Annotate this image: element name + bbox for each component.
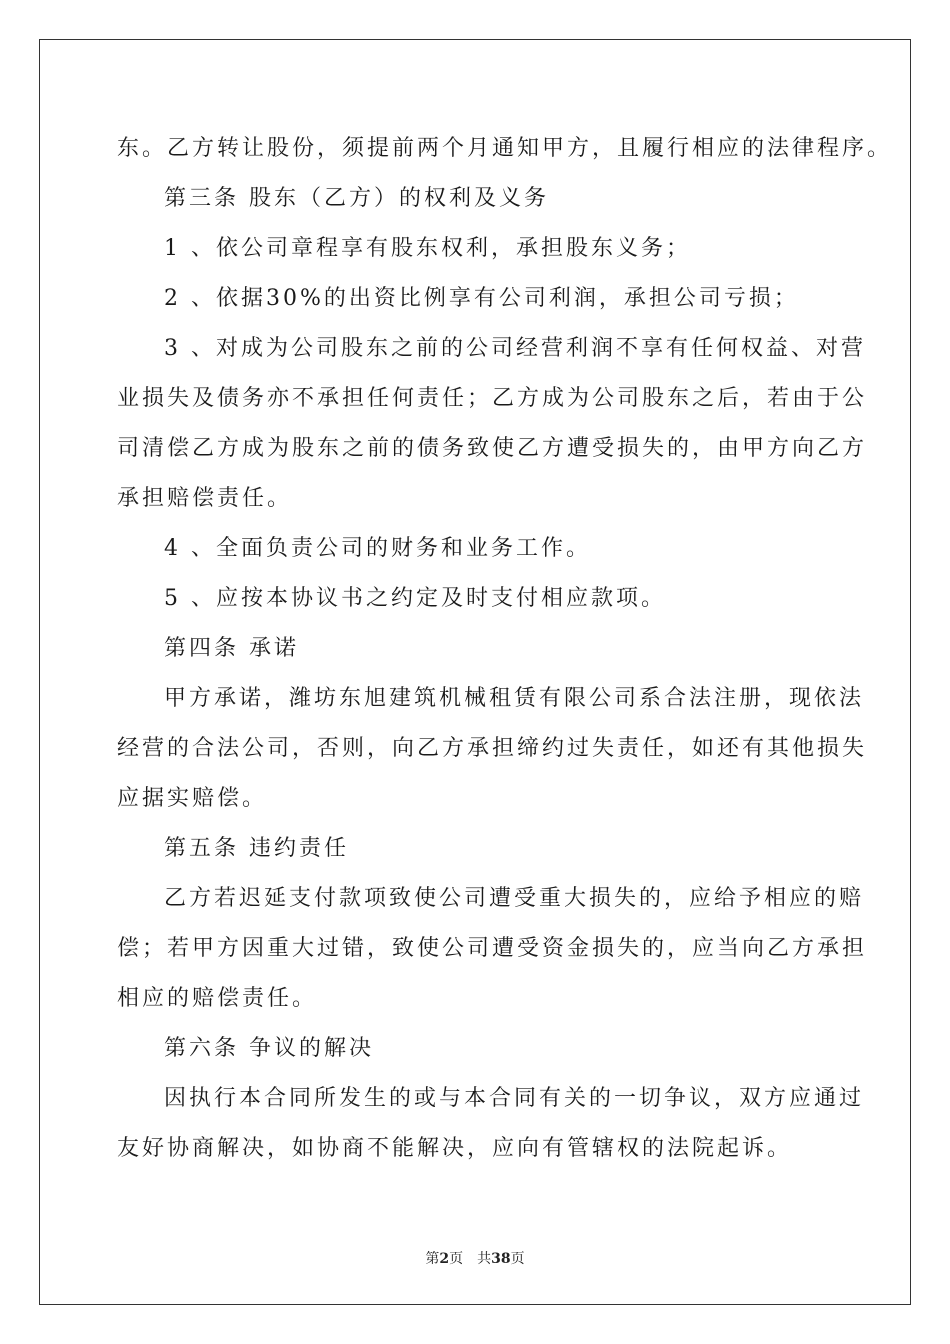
article-heading: 第三条 股东（乙方）的权利及义务 [164,186,549,211]
total-page-count: 38 [491,1251,511,1267]
list-item: 5 、应按本协议书之约定及时支付相应款项。 [164,586,666,611]
page-suffix: 页 [449,1251,464,1267]
paragraph-line: 司清偿乙方成为股东之前的债务致使乙方遭受损失的，由甲方向乙方 [117,436,868,461]
list-item: 2 、依据30%的出资比例享有公司利润，承担公司亏损； [164,286,799,311]
paragraph-line: 因执行本合同所发生的或与本合同有关的一切争议，双方应通过 [164,1086,865,1111]
list-item: 1 、依公司章程享有股东权利，承担股东义务； [164,236,691,261]
paragraph-line: 相应的赔偿责任。 [117,986,318,1011]
paragraph-line: 偿；若甲方因重大过错，致使公司遭受资金损失的，应当向乙方承担 [117,936,868,961]
paragraph-line: 业损失及债务亦不承担任何责任；乙方成为公司股东之后，若由于公 [117,386,868,411]
paragraph-line: 应据实赔偿。 [117,786,268,811]
total-prefix: 共 [477,1251,492,1267]
article-heading: 第六条 争议的解决 [164,1036,374,1061]
paragraph-line: 东。乙方转让股份，须提前两个月通知甲方，且履行相应的法律程序。 [117,136,893,161]
paragraph-line: 友好协商解决，如协商不能解决，应向有管辖权的法院起诉。 [117,1136,793,1161]
current-page-number: 2 [439,1251,450,1267]
total-suffix: 页 [510,1251,525,1267]
list-item: 3 、对成为公司股东之前的公司经营利润不享有任何权益、对营 [164,336,866,361]
article-heading: 第四条 承诺 [164,636,299,661]
paragraph-line: 承担赔偿责任。 [117,486,293,511]
paragraph-line: 甲方承诺，潍坊东旭建筑机械租赁有限公司系合法注册，现依法 [164,686,865,711]
article-heading: 第五条 违约责任 [164,836,349,861]
paragraph-line: 经营的合法公司，否则，向乙方承担缔约过失责任，如还有其他损失 [117,736,868,761]
page-footer [0,1248,950,1268]
paragraph-line: 乙方若迟延支付款项致使公司遭受重大损失的，应给予相应的赔 [164,886,865,911]
page-prefix: 第 [425,1251,440,1267]
document-body [117,124,893,1174]
list-item: 4 、全面负责公司的财务和业务工作。 [164,536,591,561]
